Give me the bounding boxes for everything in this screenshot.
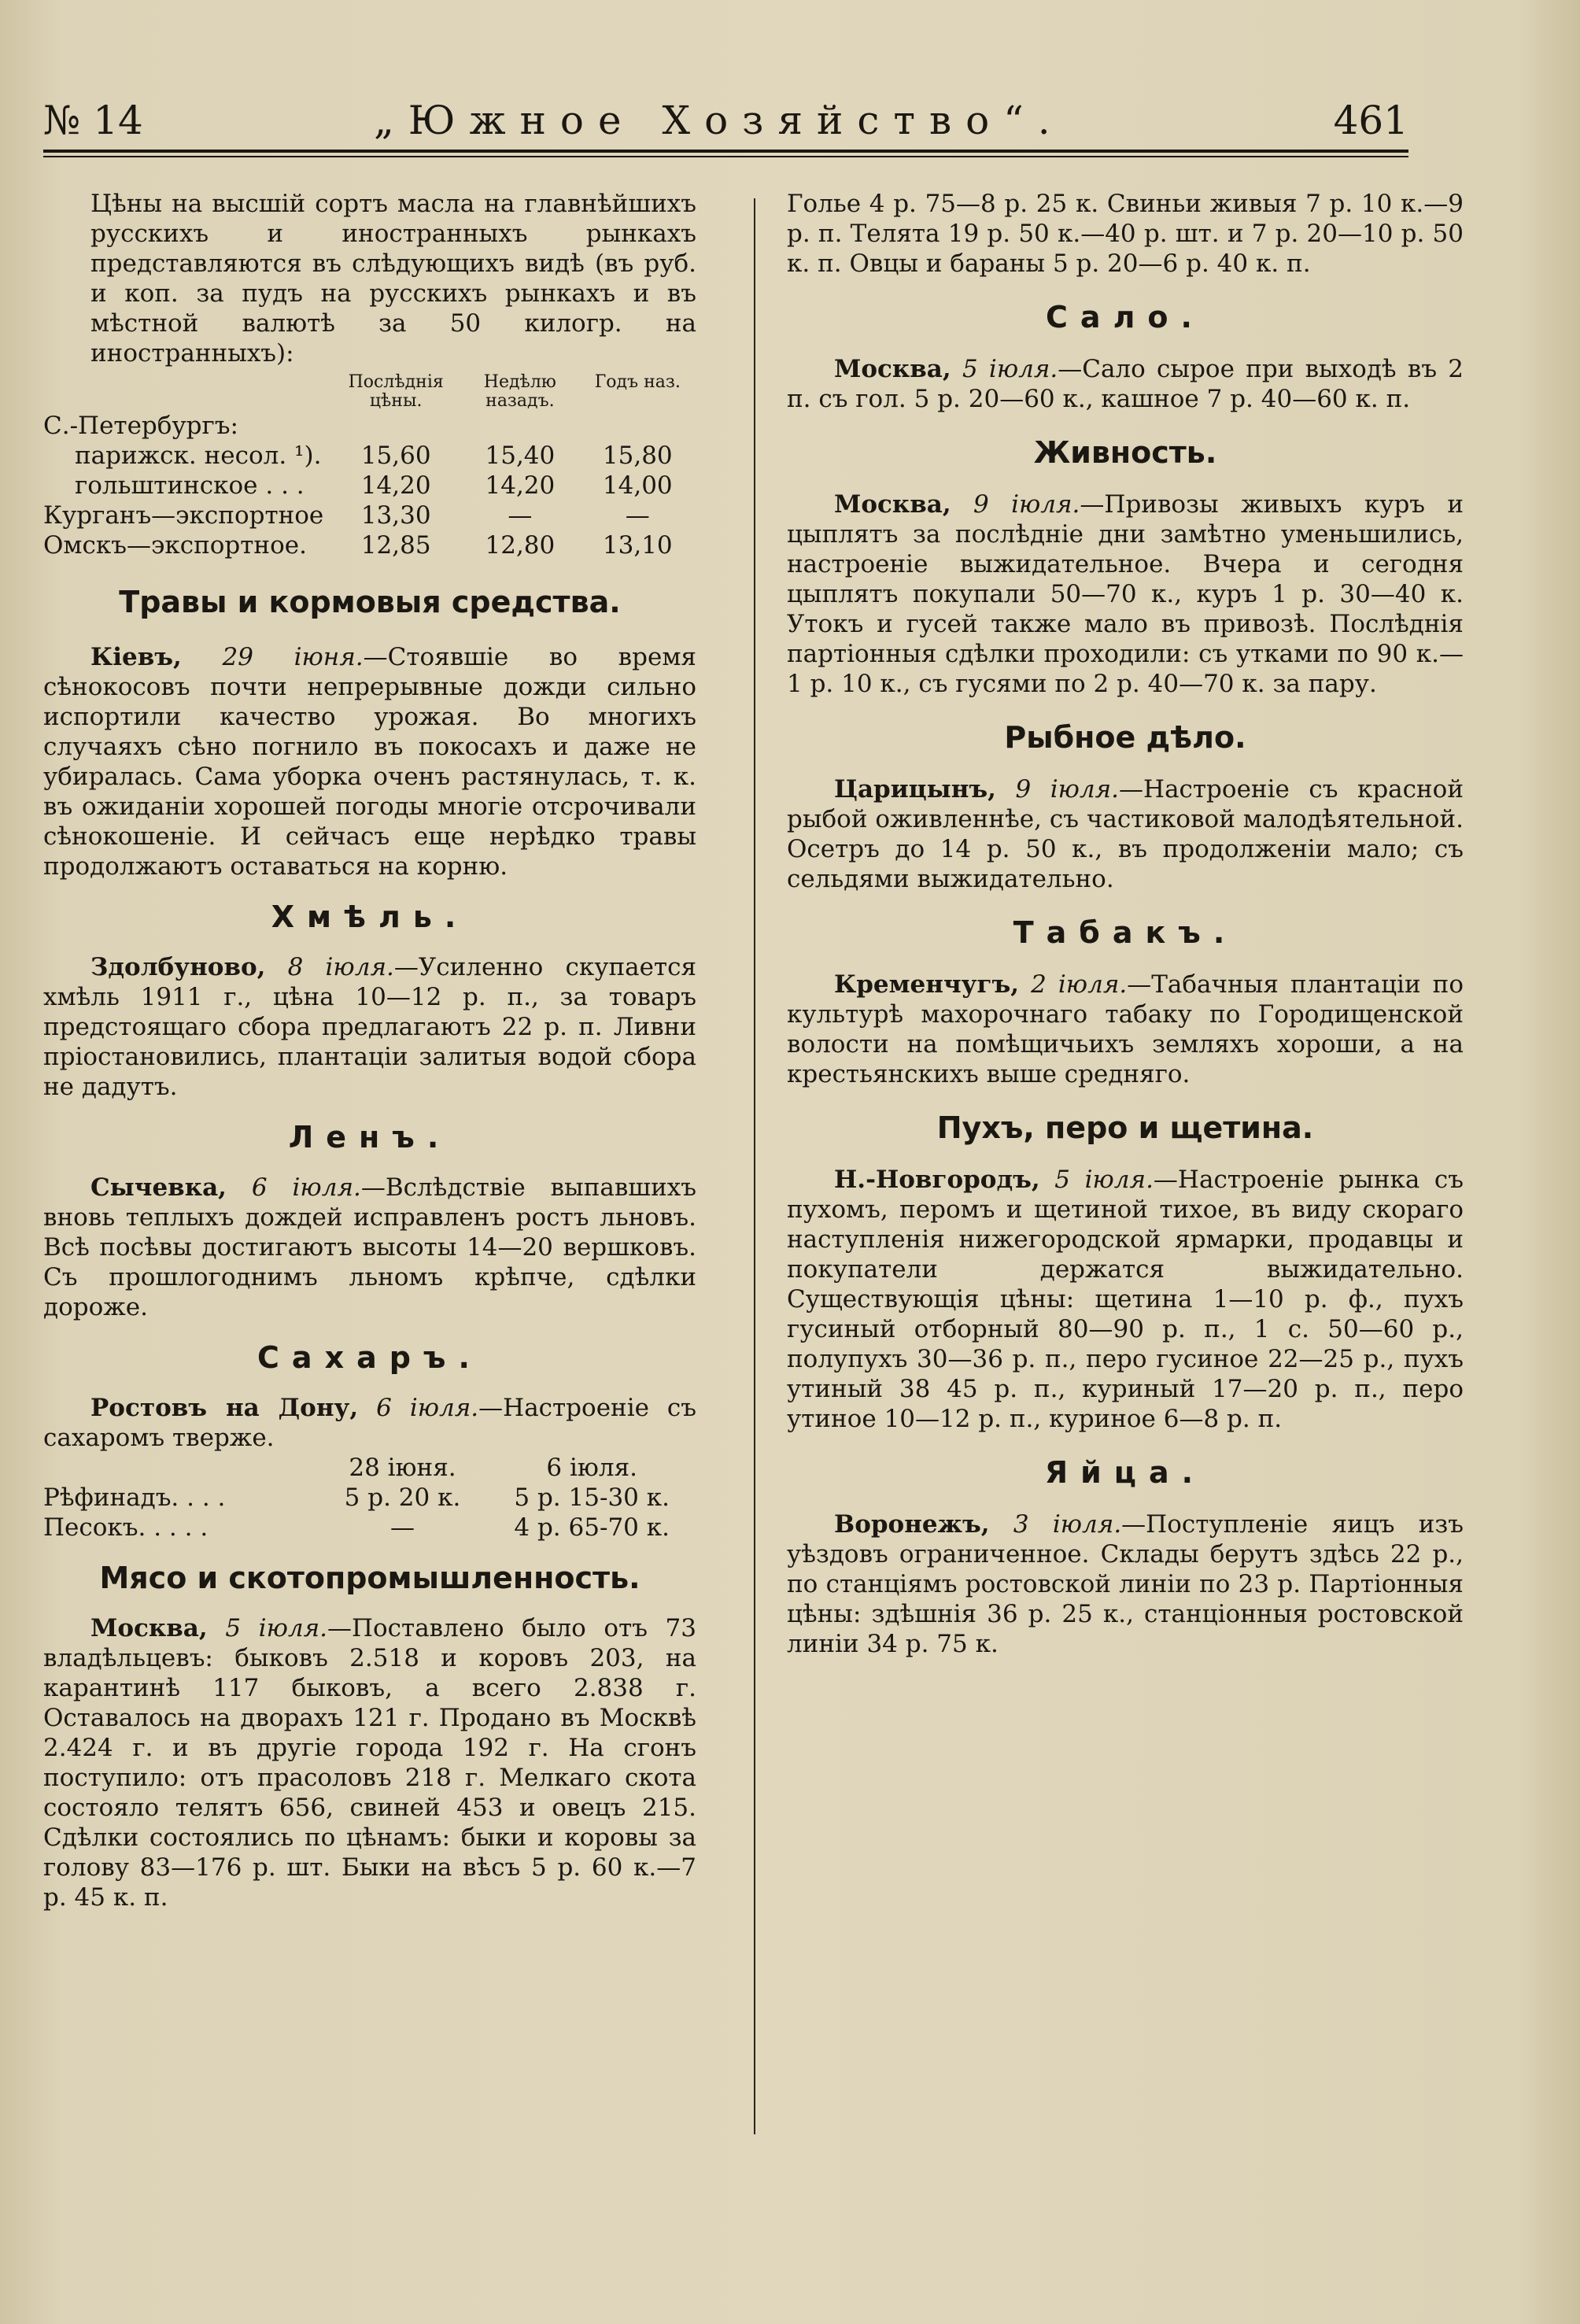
row-label: парижск. несол. ¹). — [75, 442, 322, 470]
sugar-table-header — [43, 1453, 696, 1483]
butter-header-year: Годъ наз. — [594, 372, 681, 392]
article-place: Москва, — [834, 355, 951, 383]
article-text: Голье 4 р. 75—8 р. 25 к. Свиньи живыя 7 р. 10 к.—9 р. п. Телята 19 р. 50 к.—40 р. шт. и 7 р. 20—10 р. 50 к. п. Овцы и бараны 5 р. 20—6 р. 40 к. п. — [787, 190, 1464, 278]
table-row — [43, 411, 696, 441]
article-text: —Настроеніе съ красной рыбой оживленнѣе, съ частиковой малодѣятельной. Осетръ до 14 р. 50 к., въ продолженіи мало; съ сельдями выжидательно. — [787, 775, 1464, 893]
article-place: Воронежъ, — [834, 1510, 990, 1539]
article-flax — [43, 1173, 696, 1322]
left-column — [43, 189, 696, 1912]
article-place: Царицынъ, — [834, 775, 996, 804]
article-place: Кіевъ, — [90, 643, 182, 671]
article-down — [787, 1165, 1464, 1434]
article-hops — [43, 952, 696, 1102]
article-date: 29 іюня. — [222, 643, 364, 671]
article-date: 3 іюля. — [1013, 1510, 1122, 1539]
cell-value: — — [389, 1513, 415, 1542]
table-row — [43, 501, 696, 530]
section-title-down: Пухъ, перо и щетина. — [936, 1110, 1314, 1145]
article-place: Москва, — [90, 1614, 208, 1642]
article-date: 5 іюля. — [1054, 1166, 1154, 1194]
article-text: —Табачныя плантаціи по культурѣ махорочнаго табаку по Городищенской волости на помѣщичьихъ земляхъ хороши, а на крестьянскихъ выше средняго. — [787, 970, 1464, 1088]
cell-value: 15,40 — [485, 442, 556, 470]
row-label: С.-Петербургъ: — [43, 412, 238, 440]
article-text: —Стоявшіе во время сѣнокосовъ почти непрерывные дожди сильно испортили качество урожая. Во многихъ случаяхъ сѣно погнило въ покосахъ и даже не убиралась. Сама уборка оченъ растянулась, т. к. въ ожиданіи хорошей погоды многіе отсрочивали сѣнокошеніе. И сейчасъ еще нерѣдко травы продолжаютъ оставаться на корню. — [43, 643, 696, 881]
article-text: —Усиленно скупается хмѣль 1911 г., цѣна 10—12 р. п., за товаръ предстоящаго сбора предлагаютъ 22 р. п. Ливни пріостановились, плантаціи залитыя водой сбора не дадутъ. — [43, 953, 696, 1101]
butter-intro-text: Цѣны на высшій сортъ масла на главнѣйшихъ русскихъ и иностранныхъ рынкахъ представляются въ слѣдующихъ видѣ (въ руб. и коп. за пудъ на русскихъ рынкахъ и въ мѣстной валютѣ за 50 килогр. на иностранныхъ): — [90, 190, 696, 368]
article-tobacco — [787, 970, 1464, 1089]
butter-table-header — [43, 373, 696, 411]
cell-value: 5 р. 20 к. — [344, 1483, 461, 1512]
cell-value: 14,00 — [602, 471, 673, 500]
cell-value: 15,80 — [602, 442, 673, 470]
cell-value: 13,10 — [602, 531, 673, 560]
article-meat-continued — [787, 189, 1464, 279]
article-text: —Сало сырое при выходѣ въ 2 п. съ гол. 5 р. 20—60 к., кашное 7 р. 40—60 к. п. — [787, 355, 1464, 413]
cell-value: 12,85 — [360, 531, 431, 560]
cell-value: 5 р. 15-30 к. — [514, 1483, 670, 1512]
article-date: 5 іюля. — [962, 355, 1058, 383]
cell-value: — — [508, 501, 533, 530]
sugar-header-july: 6 іюля. — [546, 1454, 637, 1482]
cell-value: 4 р. 65-70 к. — [514, 1513, 670, 1542]
article-lard — [787, 354, 1464, 414]
table-row — [43, 441, 696, 471]
right-column — [787, 189, 1464, 1659]
cell-value: — — [625, 501, 650, 530]
section-title-flax: Ленъ. — [288, 1120, 452, 1155]
cell-value: 13,30 — [360, 501, 431, 530]
butter-header-last: Послѣднія цѣны. — [348, 372, 444, 411]
row-label: Курганъ—экспортное — [43, 501, 324, 530]
article-date: 6 іюля. — [376, 1394, 479, 1422]
butter-header-week: Недѣлю назадъ. — [483, 372, 556, 411]
cell-value: 15,60 — [360, 442, 431, 470]
section-title-sugar: Сахаръ. — [257, 1340, 482, 1375]
article-place: Сычевка, — [90, 1173, 227, 1202]
article-text: —Вслѣдствіе выпавшихъ вновь теплыхъ дождей исправленъ ростъ льновъ. Всѣ посѣвы достигаютъ высоты 14—20 вершковъ. Съ прошлогоднимъ льномъ крѣпче, сдѣлки дороже. — [43, 1173, 696, 1321]
header-rule-thick — [43, 150, 1408, 153]
article-poultry — [787, 490, 1464, 699]
article-text: —Настроеніе рынка съ пухомъ, перомъ и щетиной тихое, въ виду скораго наступленія нижегородской ярмарки, продавцы и покупатели держатся выжидательно. Существующія цѣны: щетина 1—10 р. ф., пухъ гусиный отборный 80—90 р. п., 1 с. 50—60 р., полупухъ 30—36 р. п., перо гусиное 22—25 р., пухъ утиный 38 45 р. п., куриный 17—20 р. п., перо утиное 10—12 р. п., куриное 6—8 р. п. — [787, 1166, 1464, 1433]
article-place: Н.-Новгородъ, — [834, 1166, 1040, 1194]
sugar-header-june: 28 іюня. — [349, 1454, 456, 1482]
article-grass — [43, 642, 696, 881]
cell-value: 12,80 — [485, 531, 556, 560]
article-text: —Настроеніе съ сахаромъ тверже. — [43, 1394, 696, 1452]
section-title-meat: Мясо и скотопромышленность. — [99, 1561, 640, 1595]
sugar-price-table — [43, 1453, 696, 1543]
article-date: 6 іюля. — [251, 1173, 361, 1202]
article-date: 8 іюля. — [287, 953, 394, 981]
article-place: Москва, — [834, 490, 951, 519]
article-date: 2 іюля. — [1031, 970, 1128, 999]
article-place: Кременчугъ, — [834, 970, 1020, 999]
article-sugar — [43, 1393, 696, 1453]
article-text: —Поступленіе яицъ изъ уѣздовъ ограниченное. Склады берутъ здѣсь 22 р., по станціямъ ростовской линіи по 23 р. Партіонныя цѣны: здѣшнія 36 р. 25 к., станціонныя ростовской линіи 34 р. 75 к. — [787, 1510, 1464, 1658]
butter-price-table — [43, 373, 696, 560]
row-label: Рѣфинадъ. . . . — [43, 1483, 226, 1512]
article-text: —Поставлено было отъ 73 владѣльцевъ: быковъ 2.518 и коровъ 203, на карантинѣ 117 быковъ, а всего 2.838 г. Оставалось на дворахъ 121 г. Продано въ Москвѣ 2.424 г. и въ другіе города 192 г. На сгонъ поступило: отъ прасоловъ 218 г. Мелкаго скота состояло телятъ 656, свиней 453 и овецъ 215. Сдѣлки состоялись по цѣнамъ: быки и коровы за голову 83—176 р. шт. Быки на вѣсъ 5 р. 60 к.—7 р. 45 к. п. — [43, 1614, 697, 1912]
article-place: Здолбуново, — [90, 953, 266, 981]
table-row — [43, 530, 696, 560]
section-title-eggs: Яйца. — [1044, 1455, 1206, 1490]
table-row — [43, 471, 696, 501]
header-rule-thin — [43, 156, 1408, 157]
journal-title: „Южное Хозяйство“. — [374, 98, 1065, 143]
section-title-grass: Травы и кормовыя средства. — [119, 585, 621, 619]
page-number: 461 — [1333, 98, 1408, 143]
cell-value: 14,20 — [360, 471, 431, 500]
row-label: Песокъ. . . . . — [43, 1513, 209, 1542]
section-title-tobacco: Табакъ. — [1013, 915, 1238, 950]
article-fish — [787, 774, 1464, 894]
section-title-hops: Хмѣль. — [271, 900, 469, 934]
cell-value: 14,20 — [485, 471, 556, 500]
section-title-lard: Сало. — [1046, 300, 1205, 334]
butter-intro — [90, 189, 696, 368]
article-date: 9 іюля. — [1015, 775, 1120, 804]
article-eggs — [787, 1509, 1464, 1659]
article-date: 5 іюля. — [225, 1614, 327, 1642]
table-row — [43, 1483, 696, 1513]
article-meat — [43, 1613, 696, 1912]
issue-number: № 14 — [43, 98, 143, 143]
article-date: 9 іюля. — [973, 490, 1080, 519]
table-row — [43, 1513, 696, 1543]
article-place: Ростовъ на Дону, — [90, 1394, 359, 1422]
section-title-fish: Рыбное дѣло. — [1004, 720, 1246, 755]
column-divider — [754, 198, 755, 2134]
article-text: —Привозы живыхъ куръ и цыплятъ за послѣдніе дни замѣтно уменьшились, настроеніе выжидательное. Вчера и сегодня цыплятъ покупали 50—70 к., куръ 1 р. 30—40 к. Утокъ и гусей также мало въ привозѣ. Послѣднія партіонныя сдѣлки проходили: съ утками по 90 к.—1 р. 10 к., съ гусями по 2 р. 40—70 к. за пару. — [787, 490, 1464, 698]
page-header — [43, 93, 1408, 148]
row-label: Омскъ—экспортное. — [43, 531, 307, 560]
section-title-poultry: Живность. — [1033, 435, 1217, 470]
row-label: гольштинское . . . — [75, 471, 305, 500]
